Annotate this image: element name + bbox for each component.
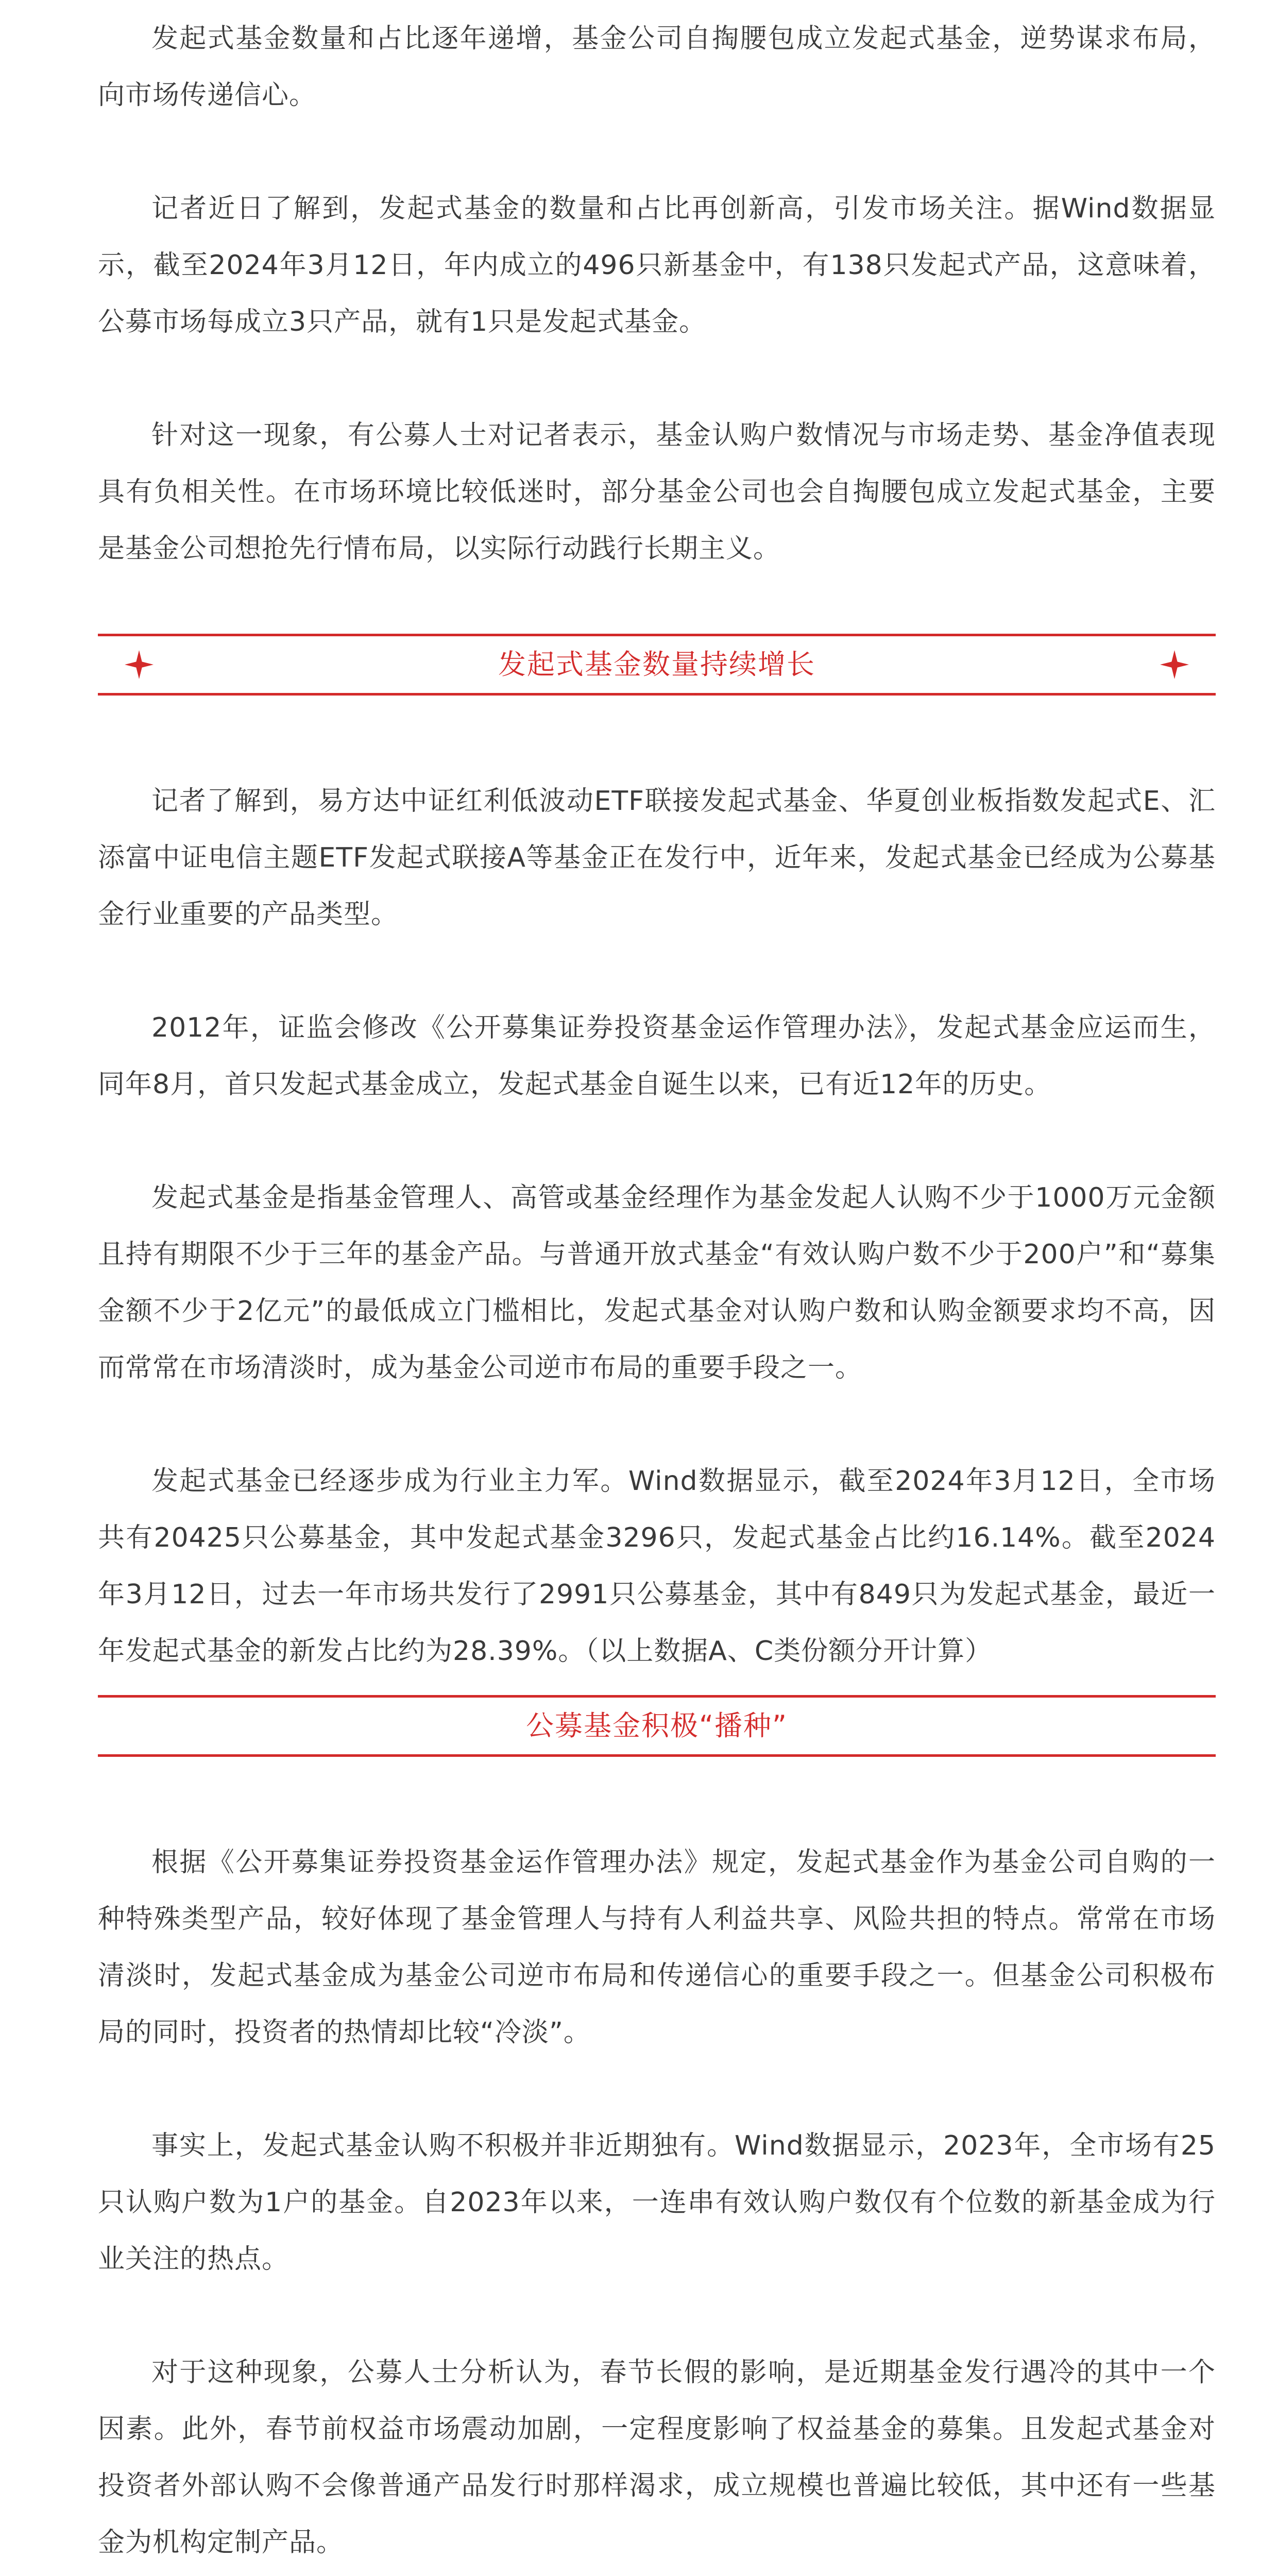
section1-paragraph-2: 2012年，证监会修改《公开募集证券投资基金运作管理办法》，发起式基金应运而生，同年8月，首只发起式基金成立，发起式基金自诞生以来，已有近12年的历史。	[98, 1012, 1216, 1100]
section-header-growth	[98, 634, 1216, 696]
intro-paragraph-3: 针对这一现象，有公募人士对记者表示，基金认购户数情况与市场走势、基金净值表现具有负相关性。在市场环境比较低迷时，部分基金公司也会自掏腰包成立发起式基金，主要是基金公司想抢先行情布局，以实际行动践行长期主义。	[98, 420, 1216, 564]
section2-paragraph-2: 事实上，发起式基金认购不积极并非近期独有。Wind数据显示，2023年，全市场有25只认购户数为1户的基金。自2023年以来，一连串有效认购户数仅有个位数的新基金成为行业关注的热点。	[98, 2130, 1216, 2275]
sparkle-icon	[1160, 650, 1189, 679]
section1-paragraph-1: 记者了解到，易方达中证红利低波动ETF联接发起式基金、华夏创业板指数发起式E、汇添富中证电信主题ETF发起式联接A等基金正在发行中，近年来，发起式基金已经成为公募基金行业重要的产品类型。	[98, 786, 1216, 930]
section-title: 公募基金积极“播种”	[526, 1709, 788, 1742]
divider-line	[98, 693, 1216, 696]
section1-paragraph-3: 发起式基金是指基金管理人、高管或基金经理作为基金发起人认购不少于1000万元金额且持有期限不少于三年的基金产品。与普通开放式基金“有效认购户数不少于200户”和“募集金额不少于2亿元”的最低成立门槛相比，发起式基金对认购户数和认购金额要求均不高，因而常常在市场清淡时，成为基金公司逆市布局的重要手段之一。	[98, 1182, 1216, 1383]
intro-paragraph-1: 发起式基金数量和占比逐年递增，基金公司自掏腰包成立发起式基金，逆势谋求布局，向市场传递信心。	[98, 23, 1216, 111]
section-title: 发起式基金数量持续增长	[498, 648, 815, 681]
section1-paragraph-4: 发起式基金已经逐步成为行业主力军。Wind数据显示，截至2024年3月12日，全市场共有20425只公募基金，其中发起式基金3296只，发起式基金占比约16.14%。截至2024年3月12日，过去一年市场共发行了2991只公募基金，其中有849只为发起式基金，最近一年发起式基金的新发占比约为28.39%。（以上数据A、C类份额分开计算）	[98, 1466, 1216, 1667]
section2-paragraph-3: 对于这种现象，公募人士分析认为，春节长假的影响，是近期基金发行遇冷的其中一个因素。此外，春节前权益市场震动加剧，一定程度影响了权益基金的募集。且发起式基金对投资者外部认购不会像普通产品发行时那样渴求，成立规模也普遍比较低，其中还有一些基金为机构定制产品。	[98, 2357, 1216, 2558]
section2-paragraph-1: 根据《公开募集证券投资基金运作管理办法》规定，发起式基金作为基金公司自购的一种特殊类型产品，较好体现了基金管理人与持有人利益共享、风险共担的特点。常常在市场清淡时，发起式基金成为基金公司逆市布局和传递信心的重要手段之一。但基金公司积极布局的同时，投资者的热情却比较“冷淡”。	[98, 1847, 1216, 2048]
divider-line	[98, 634, 1216, 636]
divider-line	[98, 1695, 1216, 1698]
divider-line	[98, 1754, 1216, 1757]
section-header-seeding	[98, 1695, 1216, 1757]
intro-paragraph-2: 记者近日了解到，发起式基金的数量和占比再创新高，引发市场关注。据Wind数据显示，截至2024年3月12日，年内成立的496只新基金中，有138只发起式产品，这意味着，公募市场每成立3只产品，就有1只是发起式基金。	[98, 193, 1216, 337]
